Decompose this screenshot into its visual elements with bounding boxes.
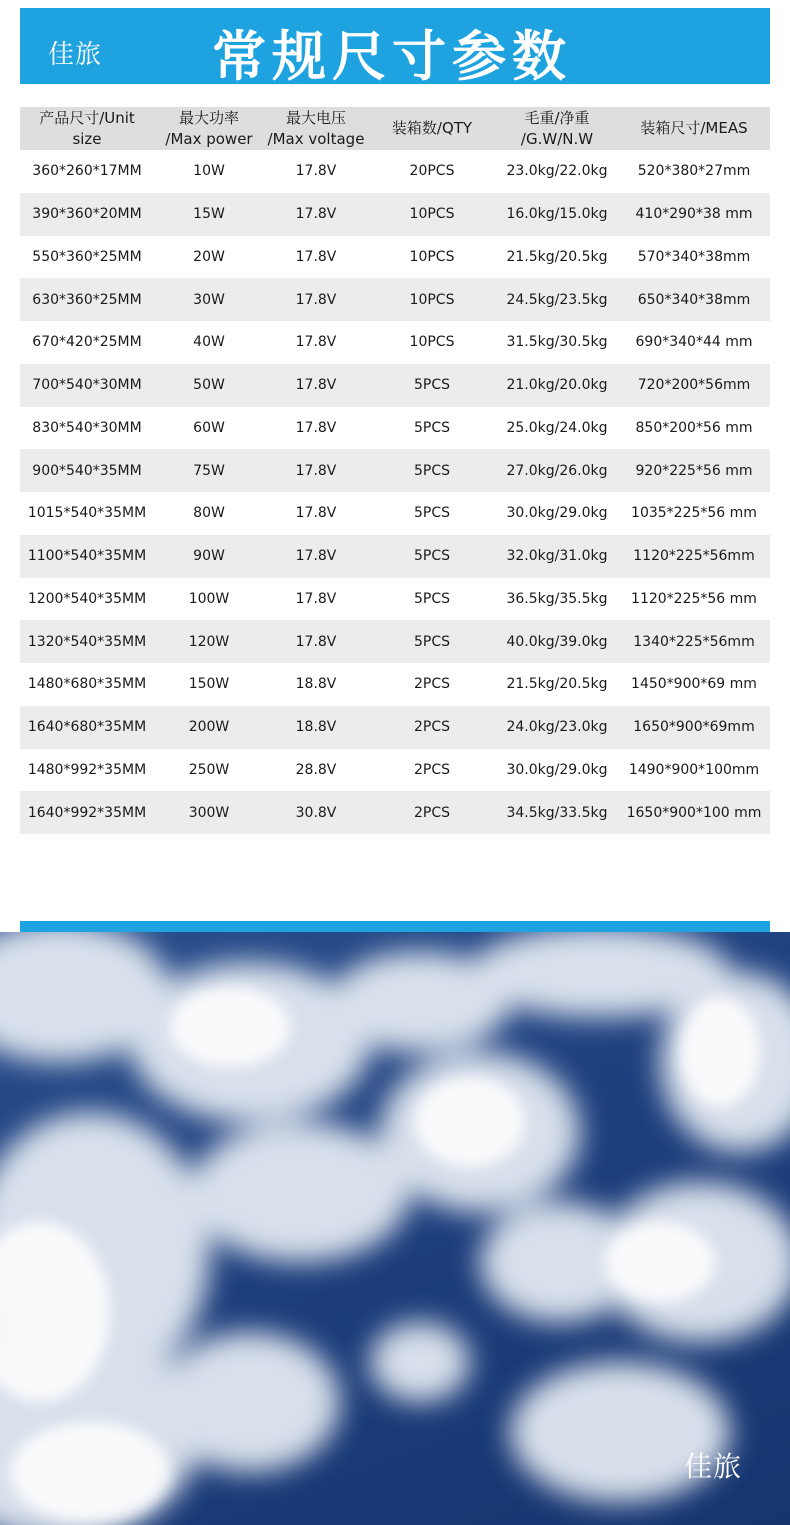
header-max-voltage: 最大电压 /Max voltage	[264, 107, 368, 150]
cell-max-voltage: 17.8V	[264, 150, 368, 193]
cell-max-power: 30W	[154, 278, 264, 321]
cell-max-power: 60W	[154, 407, 264, 450]
table-row	[20, 449, 770, 492]
cell-weight: 24.5kg/23.5kg	[496, 278, 618, 321]
table-row	[20, 749, 770, 792]
cell-max-power: 80W	[154, 492, 264, 535]
header-meas: 装箱尺寸/MEAS	[618, 107, 770, 150]
cell-weight: 21.5kg/20.5kg	[496, 236, 618, 279]
cell-qty: 5PCS	[368, 620, 496, 663]
cell-weight: 36.5kg/35.5kg	[496, 578, 618, 621]
table-row	[20, 535, 770, 578]
cell-meas: 1120*225*56 mm	[618, 578, 770, 621]
cell-weight: 16.0kg/15.0kg	[496, 193, 618, 236]
cell-meas: 1490*900*100mm	[618, 749, 770, 792]
cell-qty: 20PCS	[368, 150, 496, 193]
cell-max-power: 40W	[154, 321, 264, 364]
cell-weight: 25.0kg/24.0kg	[496, 407, 618, 450]
table-row	[20, 407, 770, 450]
cell-max-power: 100W	[154, 578, 264, 621]
cell-unit-size: 1200*540*35MM	[20, 578, 154, 621]
cell-meas: 1120*225*56mm	[618, 535, 770, 578]
cell-max-voltage: 17.8V	[264, 364, 368, 407]
cell-unit-size: 900*540*35MM	[20, 449, 154, 492]
cell-max-voltage: 17.8V	[264, 321, 368, 364]
cell-weight: 30.0kg/29.0kg	[496, 492, 618, 535]
cell-unit-size: 1015*540*35MM	[20, 492, 154, 535]
cell-unit-size: 1480*992*35MM	[20, 749, 154, 792]
cell-max-power: 300W	[154, 791, 264, 834]
cell-weight: 31.5kg/30.5kg	[496, 321, 618, 364]
cell-max-power: 20W	[154, 236, 264, 279]
cell-weight: 32.0kg/31.0kg	[496, 535, 618, 578]
cell-max-power: 250W	[154, 749, 264, 792]
cell-max-voltage: 17.8V	[264, 492, 368, 535]
cell-max-power: 200W	[154, 706, 264, 749]
cell-qty: 5PCS	[368, 407, 496, 450]
cell-qty: 10PCS	[368, 321, 496, 364]
cell-weight: 23.0kg/22.0kg	[496, 150, 618, 193]
cell-unit-size: 1100*540*35MM	[20, 535, 154, 578]
cell-meas: 1450*900*69 mm	[618, 663, 770, 706]
cell-max-voltage: 17.8V	[264, 407, 368, 450]
cell-max-voltage: 18.8V	[264, 706, 368, 749]
table-row	[20, 706, 770, 749]
cell-weight: 34.5kg/33.5kg	[496, 791, 618, 834]
cell-weight: 24.0kg/23.0kg	[496, 706, 618, 749]
cell-unit-size: 390*360*20MM	[20, 193, 154, 236]
cell-unit-size: 830*540*30MM	[20, 407, 154, 450]
sky-photo	[0, 932, 790, 1525]
header-max-power: 最大功率 /Max power	[154, 107, 264, 150]
cell-unit-size: 1480*680*35MM	[20, 663, 154, 706]
cell-unit-size: 700*540*30MM	[20, 364, 154, 407]
table-row	[20, 791, 770, 834]
cell-weight: 40.0kg/39.0kg	[496, 620, 618, 663]
cell-max-voltage: 17.8V	[264, 449, 368, 492]
spec-table	[20, 107, 770, 834]
cell-qty: 10PCS	[368, 278, 496, 321]
cell-meas: 920*225*56 mm	[618, 449, 770, 492]
cell-max-voltage: 17.8V	[264, 236, 368, 279]
cell-max-voltage: 17.8V	[264, 193, 368, 236]
cell-qty: 10PCS	[368, 236, 496, 279]
cell-meas: 1650*900*69mm	[618, 706, 770, 749]
cloud-illustration	[0, 932, 790, 1525]
cell-max-voltage: 30.8V	[264, 791, 368, 834]
header-unit-size: 产品尺寸/Unit size	[20, 107, 154, 150]
cell-meas: 1650*900*100 mm	[618, 791, 770, 834]
cell-max-voltage: 17.8V	[264, 535, 368, 578]
cell-meas: 850*200*56 mm	[618, 407, 770, 450]
cell-meas: 570*340*38mm	[618, 236, 770, 279]
cell-qty: 5PCS	[368, 449, 496, 492]
table-row	[20, 236, 770, 279]
cell-max-voltage: 17.8V	[264, 620, 368, 663]
table-row	[20, 278, 770, 321]
header-weight: 毛重/净重 /G.W/N.W	[496, 107, 618, 150]
cell-max-power: 120W	[154, 620, 264, 663]
cell-max-voltage: 17.8V	[264, 578, 368, 621]
table-row	[20, 364, 770, 407]
brand-logo-text: 佳旅	[48, 40, 103, 70]
cell-meas: 520*380*27mm	[618, 150, 770, 193]
cell-max-voltage: 28.8V	[264, 749, 368, 792]
cell-meas: 690*340*44 mm	[618, 321, 770, 364]
cell-max-power: 75W	[154, 449, 264, 492]
cell-unit-size: 630*360*25MM	[20, 278, 154, 321]
table-row	[20, 578, 770, 621]
cell-qty: 10PCS	[368, 193, 496, 236]
table-row	[20, 150, 770, 193]
cell-qty: 2PCS	[368, 706, 496, 749]
page-title: 常规尺寸参数	[212, 25, 572, 88]
table-row	[20, 321, 770, 364]
cell-qty: 2PCS	[368, 663, 496, 706]
cell-max-power: 50W	[154, 364, 264, 407]
table-row	[20, 620, 770, 663]
table-row	[20, 663, 770, 706]
cell-unit-size: 550*360*25MM	[20, 236, 154, 279]
cell-qty: 2PCS	[368, 749, 496, 792]
cell-weight: 21.0kg/20.0kg	[496, 364, 618, 407]
header-qty: 装箱数/QTY	[368, 107, 496, 150]
table-header-row	[20, 107, 770, 150]
cell-max-voltage: 18.8V	[264, 663, 368, 706]
cell-weight: 27.0kg/26.0kg	[496, 449, 618, 492]
cell-unit-size: 670*420*25MM	[20, 321, 154, 364]
cell-meas: 1035*225*56 mm	[618, 492, 770, 535]
cell-unit-size: 1640*680*35MM	[20, 706, 154, 749]
table-body	[20, 150, 770, 834]
cell-max-power: 10W	[154, 150, 264, 193]
cell-qty: 2PCS	[368, 791, 496, 834]
cell-qty: 5PCS	[368, 492, 496, 535]
cell-max-power: 150W	[154, 663, 264, 706]
cell-meas: 410*290*38 mm	[618, 193, 770, 236]
cell-qty: 5PCS	[368, 535, 496, 578]
cell-qty: 5PCS	[368, 364, 496, 407]
cell-max-voltage: 17.8V	[264, 278, 368, 321]
cell-unit-size: 1320*540*35MM	[20, 620, 154, 663]
cell-max-power: 90W	[154, 535, 264, 578]
cell-unit-size: 360*260*17MM	[20, 150, 154, 193]
sky-top-bar	[20, 921, 770, 932]
cell-max-power: 15W	[154, 193, 264, 236]
table-row	[20, 193, 770, 236]
cell-meas: 720*200*56mm	[618, 364, 770, 407]
cell-unit-size: 1640*992*35MM	[20, 791, 154, 834]
sky-brand-text: 佳旅	[684, 1450, 743, 1483]
cell-weight: 30.0kg/29.0kg	[496, 749, 618, 792]
header-banner	[20, 8, 770, 88]
cell-qty: 5PCS	[368, 578, 496, 621]
cell-weight: 21.5kg/20.5kg	[496, 663, 618, 706]
cell-meas: 1340*225*56mm	[618, 620, 770, 663]
table-row	[20, 492, 770, 535]
cell-meas: 650*340*38mm	[618, 278, 770, 321]
